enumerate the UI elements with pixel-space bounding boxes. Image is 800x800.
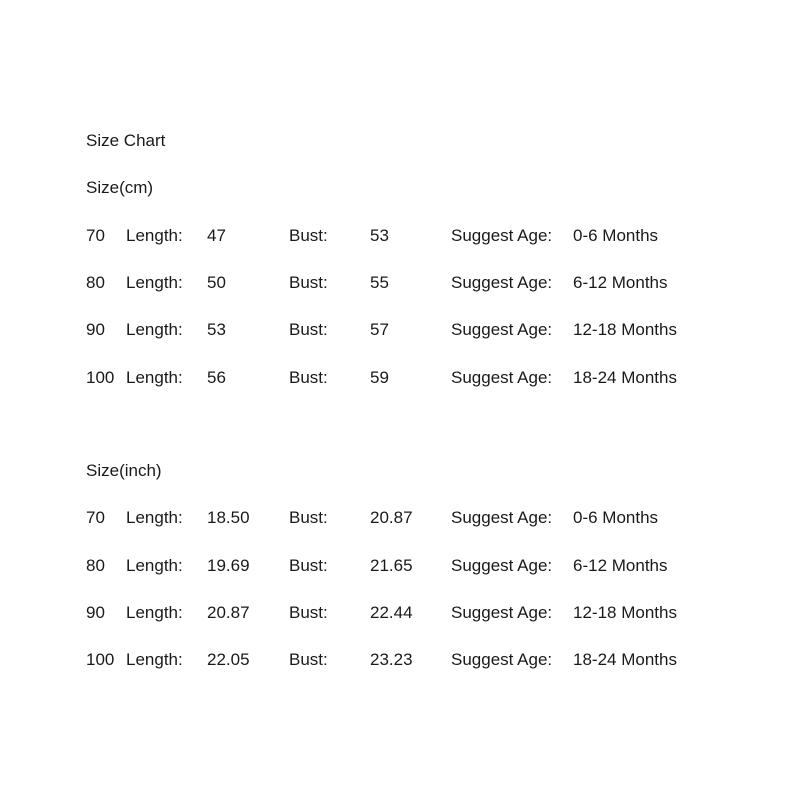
section-heading-cm: Size(cm) (86, 178, 154, 197)
size-row (0, 650, 800, 670)
length-label: Length: (126, 273, 183, 292)
size-value: 90 (86, 603, 105, 622)
bust-label: Bust: (289, 603, 328, 622)
bust-label: Bust: (289, 226, 328, 245)
bust-value: 22.44 (370, 603, 413, 622)
length-label: Length: (126, 603, 183, 622)
age-value: 18-24 Months (573, 368, 677, 387)
length-value: 18.50 (207, 508, 250, 527)
size-row (0, 508, 800, 528)
bust-label: Bust: (289, 556, 328, 575)
size-row (0, 226, 800, 246)
bust-value: 21.65 (370, 556, 413, 575)
length-label: Length: (126, 556, 183, 575)
bust-label: Bust: (289, 368, 328, 387)
size-row (0, 556, 800, 576)
bust-label: Bust: (289, 273, 328, 292)
length-value: 47 (207, 226, 226, 245)
length-value: 53 (207, 320, 226, 339)
age-value: 12-18 Months (573, 320, 677, 339)
size-row (0, 273, 800, 293)
bust-label: Bust: (289, 650, 328, 669)
age-value: 0-6 Months (573, 508, 659, 527)
bust-value: 23.23 (370, 650, 413, 669)
section-heading-inch: Size(inch) (86, 461, 162, 480)
age-value: 6-12 Months (573, 556, 668, 575)
size-value: 80 (86, 556, 105, 575)
length-value: 56 (207, 368, 226, 387)
size-value: 80 (86, 273, 105, 292)
page-title: Size Chart (86, 131, 166, 150)
size-row (0, 320, 800, 340)
length-value: 50 (207, 273, 226, 292)
length-label: Length: (126, 226, 183, 245)
length-label: Length: (126, 508, 183, 527)
age-value: 6-12 Months (573, 273, 668, 292)
length-label: Length: (126, 368, 183, 387)
age-value: 0-6 Months (573, 226, 659, 245)
age-label: Suggest Age: (451, 556, 553, 575)
size-value: 70 (86, 508, 105, 527)
bust-label: Bust: (289, 320, 328, 339)
size-value: 100 (86, 368, 115, 387)
bust-value: 57 (370, 320, 389, 339)
age-label: Suggest Age: (451, 508, 553, 527)
size-row (0, 368, 800, 388)
size-value: 90 (86, 320, 105, 339)
size-value: 100 (86, 650, 115, 669)
age-label: Suggest Age: (451, 368, 553, 387)
bust-value: 59 (370, 368, 389, 387)
bust-value: 53 (370, 226, 389, 245)
length-label: Length: (126, 320, 183, 339)
length-value: 22.05 (207, 650, 250, 669)
age-value: 12-18 Months (573, 603, 677, 622)
length-value: 20.87 (207, 603, 250, 622)
age-label: Suggest Age: (451, 650, 553, 669)
age-value: 18-24 Months (573, 650, 677, 669)
size-row (0, 603, 800, 623)
age-label: Suggest Age: (451, 226, 553, 245)
age-label: Suggest Age: (451, 320, 553, 339)
bust-label: Bust: (289, 508, 328, 527)
length-value: 19.69 (207, 556, 250, 575)
age-label: Suggest Age: (451, 603, 553, 622)
age-label: Suggest Age: (451, 273, 553, 292)
size-value: 70 (86, 226, 105, 245)
bust-value: 55 (370, 273, 389, 292)
length-label: Length: (126, 650, 183, 669)
bust-value: 20.87 (370, 508, 413, 527)
